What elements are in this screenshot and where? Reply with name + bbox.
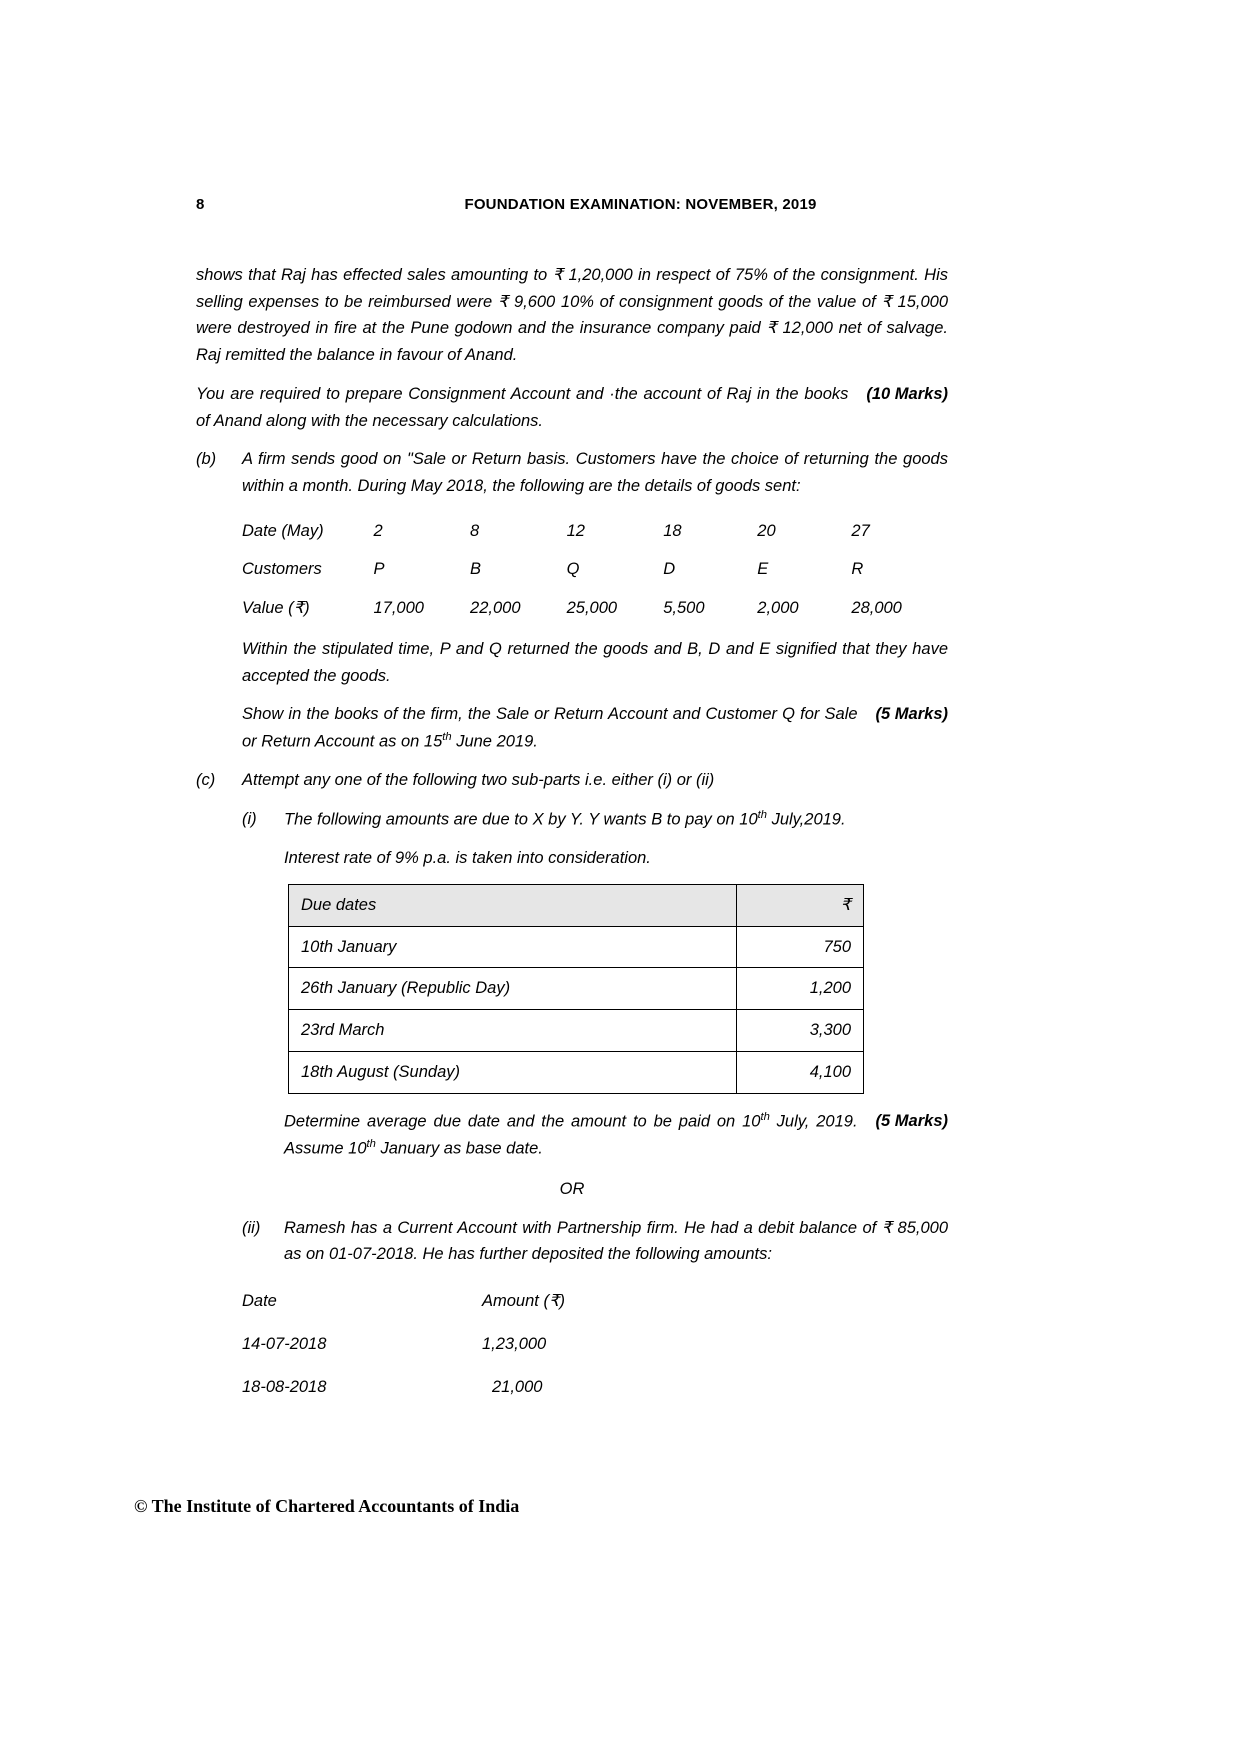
paragraph-show	[242, 701, 948, 755]
goods-cell: 25,000	[566, 599, 618, 618]
goods-cell: 8	[470, 521, 480, 540]
deposit-date-cell: 14-07-2018	[242, 1334, 327, 1353]
goods-cell: R	[851, 560, 864, 579]
spacer-marker	[242, 845, 284, 872]
goods-cell: 2	[373, 521, 383, 540]
column-header-due-dates: Due dates	[289, 884, 737, 926]
paragraph-required	[196, 381, 948, 434]
interest-rate-text: Interest rate of 9% p.a. is taken into consideration.	[284, 849, 651, 868]
table-row	[289, 1051, 864, 1093]
item-c-ii-marker: (ii)	[242, 1218, 261, 1237]
item-c-i-text	[284, 806, 948, 833]
item-c-i-text-1: The following amounts are due to X by Y. Y wants B to pay on 10	[284, 810, 758, 829]
goods-cell: 12	[566, 521, 585, 540]
due-amount-cell: 3,300	[737, 1010, 864, 1052]
goods-cell: D	[663, 560, 676, 579]
spacer-marker	[242, 1108, 284, 1162]
table-header-row	[242, 1280, 712, 1323]
or-separator: OR	[559, 1179, 585, 1198]
goods-row-label: Date (May)	[242, 521, 324, 540]
goods-cell: E	[757, 560, 769, 579]
paragraph-required-text: You are required to prepare Consignment Account and ·the account of Raj in the books of Anand along with the necessary calculations.	[196, 384, 849, 430]
ordinal-suffix: th	[757, 809, 767, 821]
deposit-amount-table	[242, 1280, 712, 1408]
due-date-cell: 18th August (Sunday)	[289, 1051, 737, 1093]
item-b-marker: (b)	[196, 450, 217, 469]
paragraph-within-block	[196, 636, 948, 689]
table-header-row	[289, 884, 864, 926]
ordinal-suffix: th	[366, 1137, 376, 1150]
goods-cell: 5,500	[663, 599, 705, 618]
due-dates-table	[288, 884, 864, 1094]
goods-row-label: Value (₹)	[242, 599, 310, 618]
goods-row-label: Customers	[242, 560, 322, 579]
marks-b: (5 Marks)	[875, 705, 948, 724]
marks-a: (10 Marks)	[866, 384, 948, 403]
item-b	[196, 446, 948, 499]
paragraph-consignment: shows that Raj has effected sales amounting to ₹ 1,20,000 in respect of 75% of the consignment. His selling expenses to be reimbursed were ₹ 9,600 10% of consignment goods of the value of ₹ 15,000 were destroyed in fire at the Pune godown and the insurance company paid ₹ 12,000 net of salvage. Raj remitted the balance in favour of Anand.	[196, 266, 948, 365]
item-c-i-marker: (i)	[242, 810, 257, 828]
due-amount-cell: 4,100	[737, 1051, 864, 1093]
goods-sent-table	[242, 512, 948, 628]
due-amount-cell: 750	[737, 926, 864, 968]
goods-cell: 18	[663, 521, 682, 540]
goods-cell: 22,000	[470, 599, 521, 618]
due-amount-cell: 1,200	[737, 968, 864, 1010]
column-header-amount: ₹	[737, 884, 864, 926]
page-number: 8	[196, 196, 205, 213]
footer-copyright: © The Institute of Chartered Accountants of India	[134, 1496, 520, 1516]
table-row	[289, 926, 864, 968]
goods-cell: B	[470, 560, 482, 579]
marks-c-i: (5 Marks)	[875, 1111, 948, 1130]
goods-cell: 28,000	[851, 599, 902, 618]
table-row	[289, 968, 864, 1010]
paragraph-within: Within the stipulated time, P and Q returned the goods and B, D and E signified that they have accepted the goods.	[242, 639, 948, 685]
ordinal-suffix: th	[442, 731, 452, 744]
document-content	[196, 262, 948, 1408]
goods-cell: 2,000	[757, 599, 799, 618]
item-b-text: A firm sends good on "Sale or Return basis. Customers have the choice of returning the goods within a month. During May 2018, the following are the details of goods sent:	[242, 450, 948, 496]
column-header-date: Date	[242, 1292, 277, 1311]
paragraph-show-text-1: Show in the books of the firm, the Sale or Return Account and Customer Q for Sale or Return Account as on 15	[242, 705, 858, 751]
goods-cell: 20	[757, 521, 776, 540]
goods-cell: P	[373, 560, 385, 579]
goods-cell: Q	[566, 560, 580, 579]
spacer-marker	[196, 636, 242, 689]
due-date-cell: 26th January (Republic Day)	[289, 968, 737, 1010]
table-row	[242, 550, 948, 589]
item-c-ii	[242, 1215, 948, 1268]
deposit-amount-cell: 1,23,000	[482, 1334, 547, 1353]
item-c-ii-text: Ramesh has a Current Account with Partnership firm. He had a debit balance of ₹ 85,000 as on 01-07-2018. He has further deposited the following amounts:	[284, 1218, 948, 1264]
item-c-marker: (c)	[196, 771, 216, 790]
determine-text	[284, 1108, 948, 1162]
ordinal-suffix: th	[760, 1110, 770, 1123]
determine-text-1: Determine average due date and the amount to be paid on 10	[284, 1112, 761, 1131]
exam-header-title: FOUNDATION EXAMINATION: NOVEMBER, 2019	[464, 196, 817, 213]
table-row	[242, 512, 948, 551]
paragraph-show-text-2: June 2019.	[451, 732, 538, 751]
deposit-amount-cell: 21,000	[492, 1377, 543, 1396]
spacer-marker	[196, 701, 242, 755]
item-c-i-text-2: July,2019.	[766, 810, 846, 829]
table-row	[242, 1323, 712, 1366]
determine-block	[242, 1108, 948, 1162]
determine-text-2: July, 2019. Assume 10	[284, 1112, 858, 1158]
interest-rate-block	[242, 845, 948, 872]
paragraph-show-block	[196, 701, 948, 755]
goods-cell: 27	[851, 521, 870, 540]
page-header	[0, 196, 1241, 213]
item-c-text: Attempt any one of the following two sub-parts i.e. either (i) or (ii)	[242, 771, 715, 790]
deposit-date-cell: 18-08-2018	[242, 1377, 327, 1396]
goods-cell: 17,000	[373, 599, 424, 618]
table-row	[289, 1010, 864, 1052]
item-c	[196, 767, 948, 794]
determine-text-3: January as base date.	[375, 1139, 543, 1158]
item-c-i	[242, 806, 948, 833]
due-date-cell: 10th January	[289, 926, 737, 968]
table-row	[242, 589, 948, 628]
due-date-cell: 23rd March	[289, 1010, 737, 1052]
column-header-amount: Amount (₹)	[482, 1292, 565, 1311]
table-row	[242, 1366, 712, 1409]
